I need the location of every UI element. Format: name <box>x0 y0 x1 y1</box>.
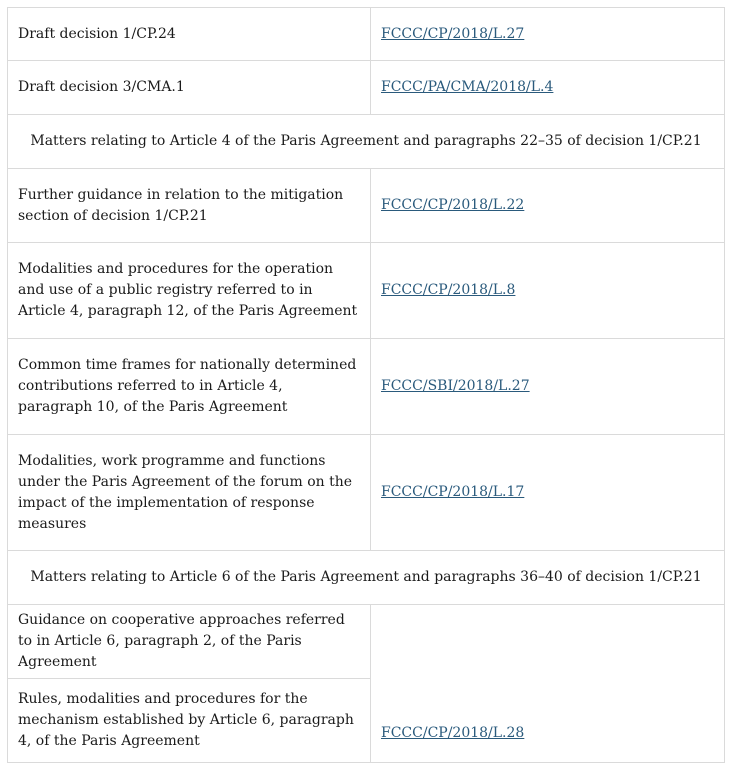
row-description: Draft decision 3/CMA.1 <box>8 61 371 115</box>
decisions-table <box>7 7 725 763</box>
table-row <box>8 8 725 61</box>
section-heading-article-6: Matters relating to Article 6 of the Paris Agreement and paragraphs 36–40 of decision 1/CP.21 <box>8 551 725 605</box>
row-document-cell <box>371 243 725 339</box>
table-row <box>8 169 725 243</box>
row-document-cell <box>371 169 725 243</box>
row-document-cell <box>371 8 725 61</box>
table-row <box>8 435 725 551</box>
table-row <box>8 605 725 679</box>
row-description: Common time frames for nationally determined contributions referred to in Article 4, paragraph 10, of the Paris Agreement <box>8 339 371 435</box>
row-description: Draft decision 1/CP.24 <box>8 8 371 61</box>
document-link[interactable]: FCCC/CP/2018/L.22 <box>381 197 525 213</box>
table-row <box>8 61 725 115</box>
row-description: Guidance on cooperative approaches referred to in Article 6, paragraph 2, of the Paris Agreement <box>8 605 371 679</box>
document-link[interactable]: FCCC/SBI/2018/L.27 <box>381 378 530 394</box>
row-description: Rules, modalities and procedures for the mechanism established by Article 6, paragraph 4, of the Paris Agreement <box>8 679 371 763</box>
section-heading-article-4: Matters relating to Article 4 of the Paris Agreement and paragraphs 22–35 of decision 1/CP.21 <box>8 115 725 169</box>
document-link[interactable]: FCCC/CP/2018/L.28 <box>381 725 525 741</box>
row-document-cell <box>371 61 725 115</box>
row-document-cell <box>371 339 725 435</box>
row-description: Further guidance in relation to the mitigation section of decision 1/CP.21 <box>8 169 371 243</box>
document-link[interactable]: FCCC/CP/2018/L.8 <box>381 282 516 298</box>
row-document-cell <box>371 435 725 551</box>
row-description: Modalities, work programme and functions under the Paris Agreement of the forum on the impact of the implementation of response measures <box>8 435 371 551</box>
document-link[interactable]: FCCC/CP/2018/L.27 <box>381 25 525 42</box>
document-link[interactable]: FCCC/PA/CMA/2018/L.4 <box>381 79 554 95</box>
document-link[interactable]: FCCC/CP/2018/L.17 <box>381 484 525 500</box>
section-header-row <box>8 551 725 605</box>
row-document-cell <box>371 605 725 763</box>
section-header-row <box>8 115 725 169</box>
table-row <box>8 339 725 435</box>
row-description: Modalities and procedures for the operation and use of a public registry referred to in Article 4, paragraph 12, of the Paris Agreement <box>8 243 371 339</box>
table-row <box>8 243 725 339</box>
